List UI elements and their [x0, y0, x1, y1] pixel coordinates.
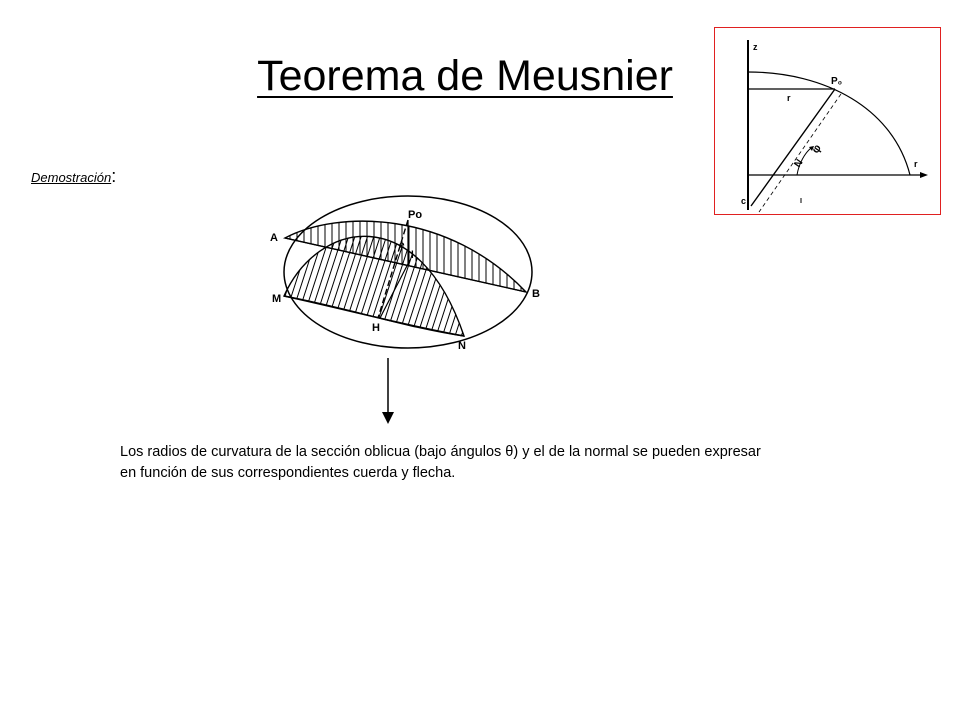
inset-label-phi: φ [809, 142, 824, 156]
inset-diagram [715, 28, 939, 213]
inset-label-n: N [792, 157, 806, 170]
subheading [31, 166, 116, 187]
label-e: e [399, 240, 405, 251]
subheading-colon: : [111, 166, 117, 186]
inset-label-r: r [787, 93, 791, 103]
down-arrow-icon [378, 358, 398, 426]
inset-figure [714, 27, 941, 215]
label-h: H [372, 322, 380, 334]
label-l: l [411, 250, 414, 261]
inset-label-p0: P₀ [831, 76, 843, 87]
subheading-label: Demostración [31, 170, 112, 185]
meusnier-diagram [268, 190, 558, 360]
label-b: B [532, 288, 540, 300]
label-n: N [458, 340, 466, 352]
label-m: M [272, 293, 282, 305]
inset-label-z: z [753, 42, 758, 52]
explanation-paragraph: Los radios de curvatura de la sección oblicua (bajo ángulos θ) y el de la normal se pueden expresar en función de sus correspondientes cuerda y flecha. [120, 444, 761, 481]
inset-label-r-axis: r [914, 159, 918, 169]
page-title: Teorema de Meusnier [257, 52, 673, 100]
label-a: A [270, 232, 278, 244]
inset-label-c: c [741, 196, 747, 206]
label-p0: Po [408, 209, 423, 221]
